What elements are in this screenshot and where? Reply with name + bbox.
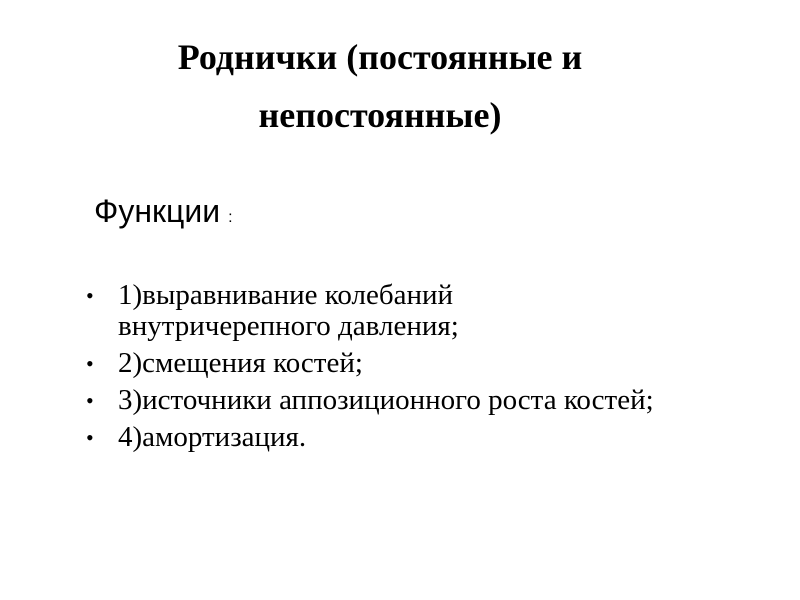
list-item-text: 2)смещения костей;	[118, 347, 363, 379]
functions-list	[84, 280, 794, 459]
list-item	[84, 348, 794, 379]
list-item	[84, 385, 794, 416]
functions-heading-label: Функции	[94, 193, 221, 229]
bullet-icon: •	[86, 283, 94, 308]
bullet-icon: •	[86, 388, 94, 413]
list-item-text: 3)источники аппозиционного роста костей;	[118, 384, 654, 416]
list-item	[84, 280, 794, 342]
list-item-text: 4)амортизация.	[118, 421, 307, 453]
functions-heading-colon: :	[228, 209, 233, 226]
slide-title: Роднички (постоянные и непостоянные)	[177, 37, 583, 135]
list-item	[84, 422, 794, 453]
functions-heading	[94, 190, 233, 239]
list-item-text: 1)выравнивание колебаний внутричерепного давления;	[118, 279, 459, 342]
bullet-icon: •	[86, 351, 94, 376]
bullet-icon: •	[86, 425, 94, 450]
